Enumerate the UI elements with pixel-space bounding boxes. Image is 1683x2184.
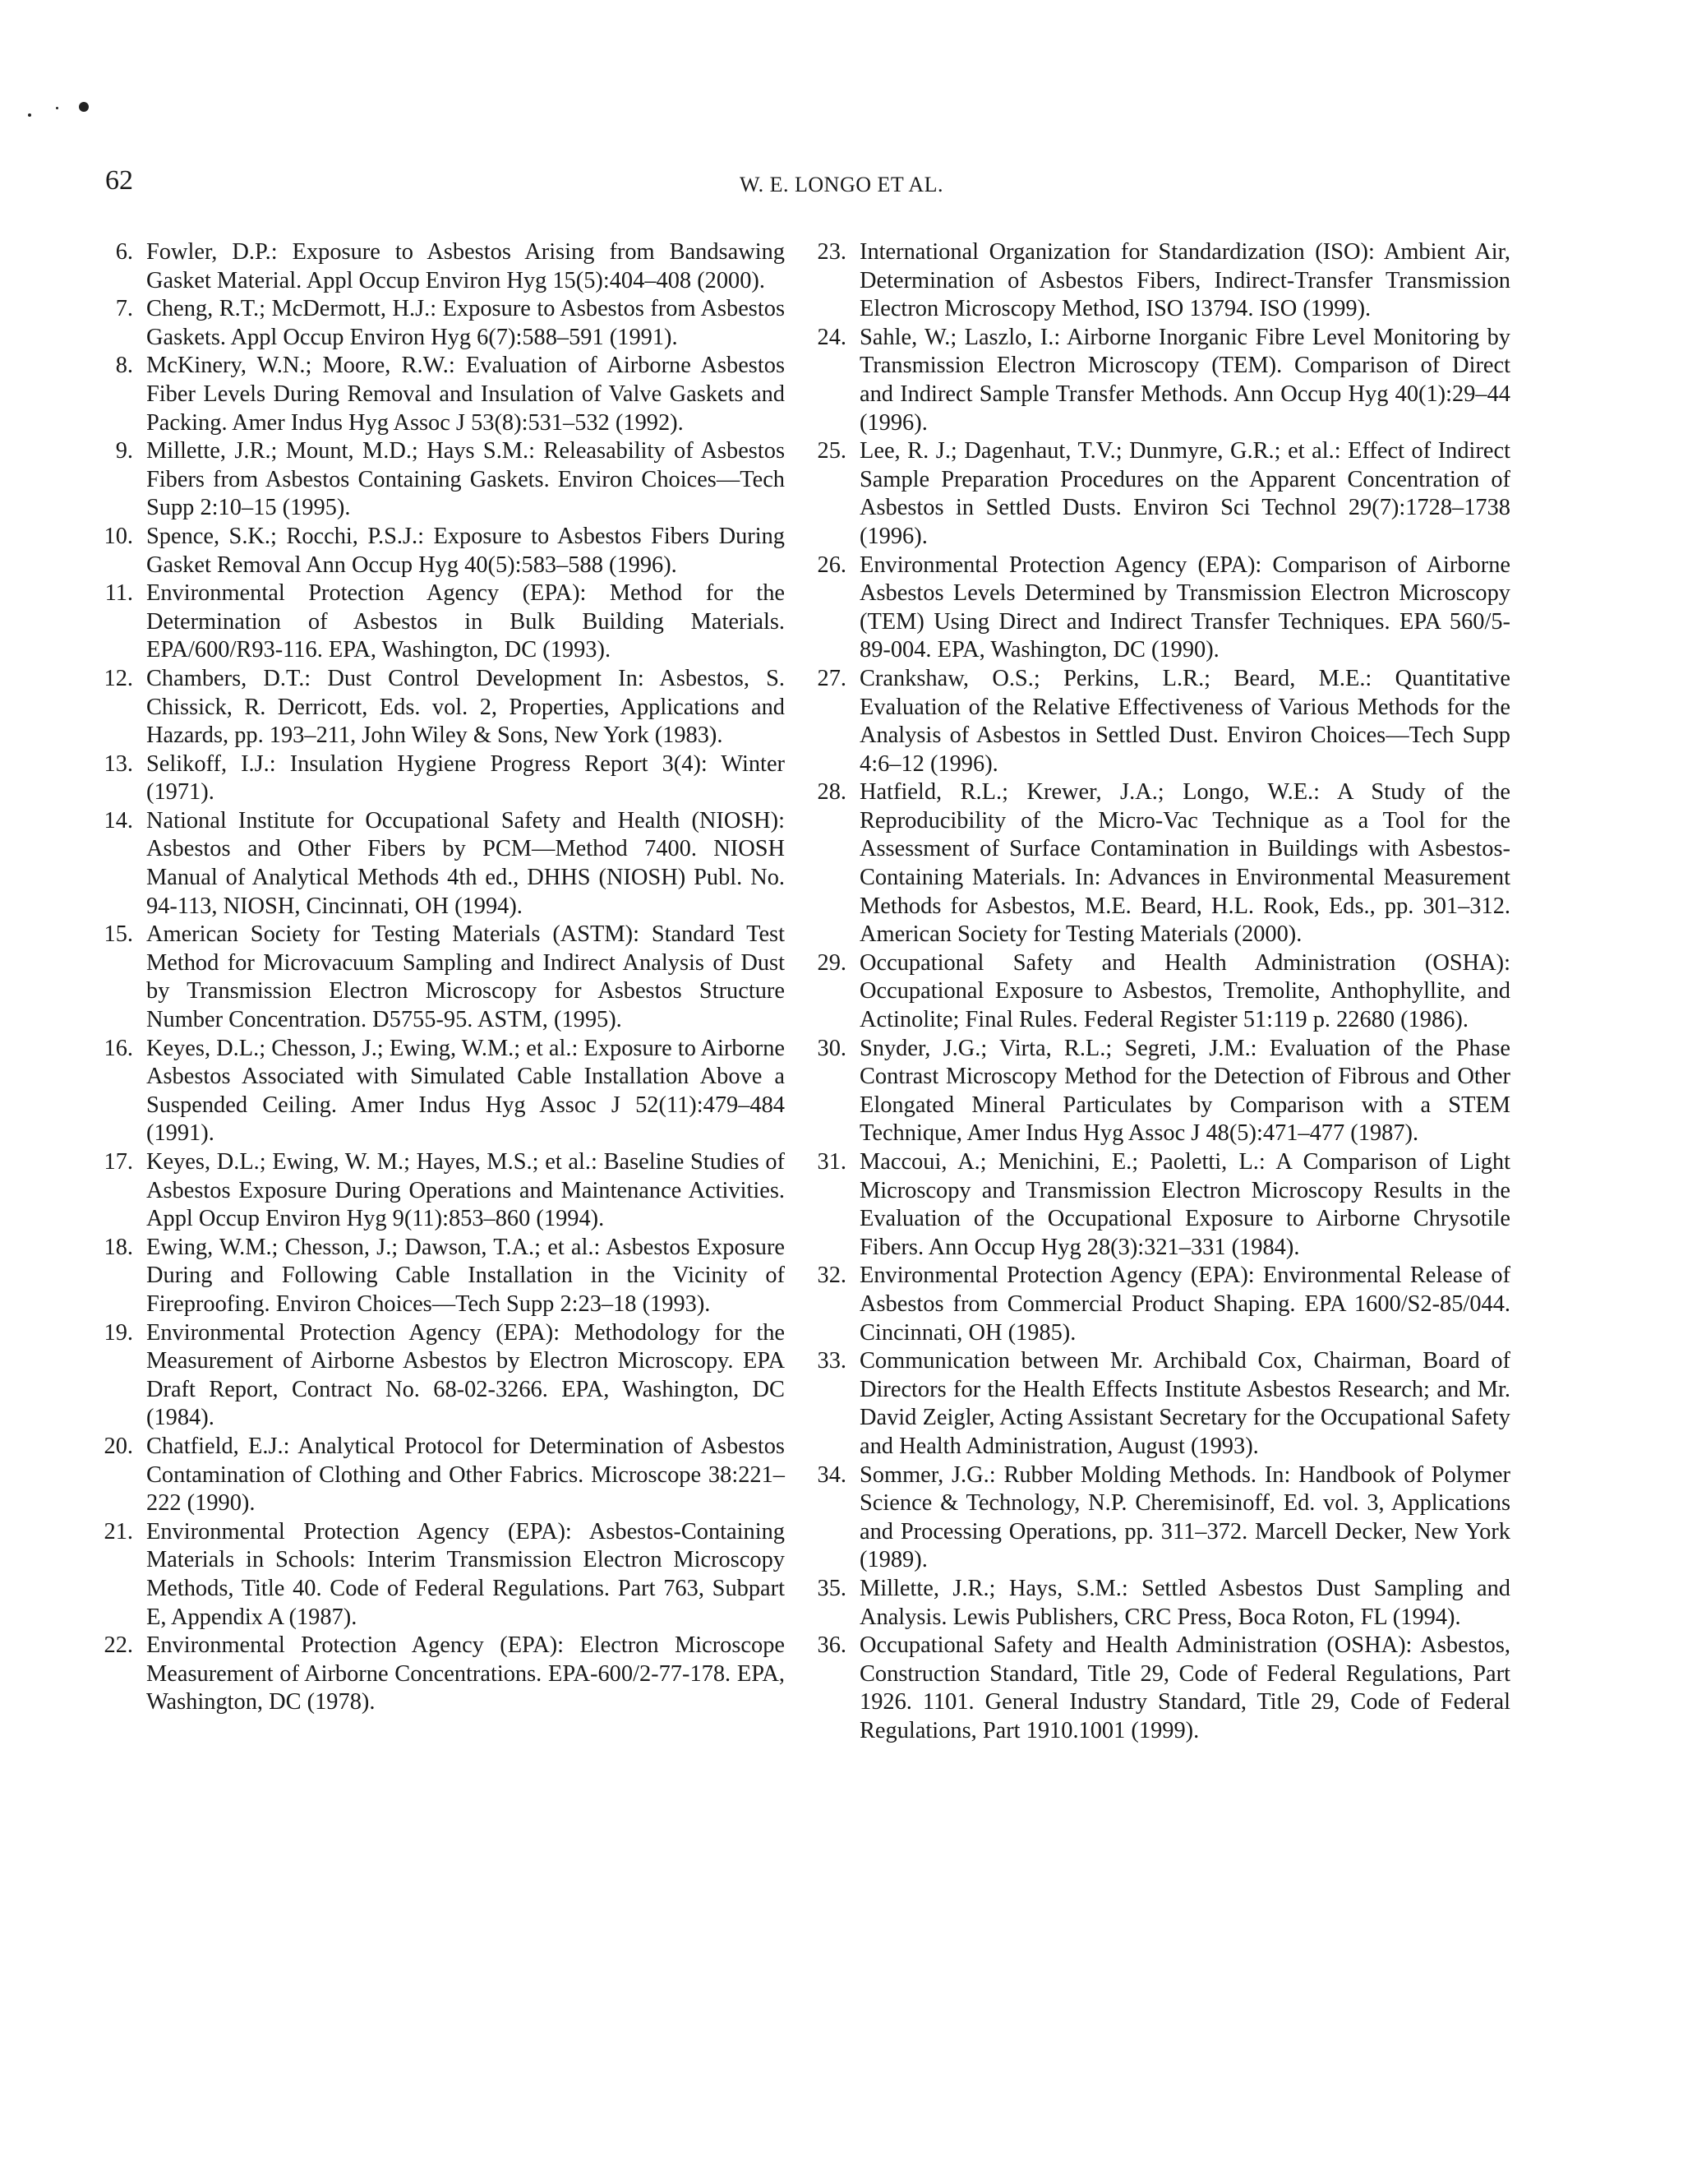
reference-entry — [817, 1035, 1510, 1148]
reference-text: Sommer, J.G.: Rubber Molding Methods. In: Handbook of Polymer Science & Technology, N.P. Cheremisinoff, Ed. vol. 3, Applications and Processing Operations, pp. 311–372. Marcell Decker, New York (1989). — [860, 1461, 1510, 1573]
reference-entry — [817, 1461, 1510, 1575]
reference-entry — [104, 1433, 785, 1518]
reference-entry — [104, 523, 785, 579]
scan-speck — [56, 107, 58, 109]
reference-text: Chatfield, E.J.: Analytical Protocol for Determination of Asbestos Contamination of Clothing and Other Fabrics. Microscope 38:221–222 (1990). — [146, 1433, 785, 1517]
reference-number: 19. — [104, 1319, 133, 1346]
reference-number: 22. — [104, 1632, 133, 1659]
reference-text: Environmental Protection Agency (EPA): Methodology for the Measurement of Airborne Asbestos by Electron Microscopy. EPA Draft Report, Contract No. 68-02-3266. EPA, Washington, DC (1984). — [146, 1319, 785, 1431]
reference-entry — [104, 665, 785, 750]
reference-number: 15. — [104, 921, 133, 948]
reference-number: 26. — [817, 552, 846, 578]
scan-speck — [79, 102, 89, 112]
reference-number: 6. — [115, 239, 133, 265]
reference-text: Snyder, J.G.; Virta, R.L.; Segreti, J.M.: Evaluation of the Phase Contrast Microscopy Method for the Detection of Fibrous and Other Elongated Mineral Particulates by Comparison with a STEM Technique, Amer Indus Hyg Assoc J 48(5):471–477 (1987). — [860, 1035, 1510, 1147]
reference-text: Selikoff, I.J.: Insulation Hygiene Progress Report 3(4): Winter (1971). — [146, 750, 785, 806]
reference-text: Environmental Protection Agency (EPA): Comparison of Airborne Asbestos Levels Determined by Transmission Electron Microscopy (TEM) Using Direct and Indirect Transfer Techniques. EPA 560/5-89-004. EPA, Washington, DC (1990). — [860, 552, 1510, 663]
reference-entry — [107, 238, 785, 295]
reference-number: 36. — [817, 1632, 846, 1659]
reference-entry — [104, 1148, 785, 1234]
reference-text: Environmental Protection Agency (EPA): Electron Microscope Measurement of Airborne Concentrations. EPA-600/2-77-178. EPA, Washington, DC (1978). — [146, 1632, 785, 1715]
reference-entry — [817, 1148, 1510, 1262]
reference-entry — [104, 1035, 785, 1148]
reference-entry — [817, 552, 1510, 665]
reference-number: 18. — [104, 1234, 133, 1260]
reference-text: Occupational Safety and Health Administration (OSHA): Asbestos, Construction Standard, Title 29, Code of Federal Regulations, Part 1926. 1101. General Industry Standard, Title 29, Code of Federal Regulations, Part 1910.1001 (1999). — [860, 1632, 1510, 1743]
reference-entry — [104, 1518, 785, 1632]
reference-text: Keyes, D.L.; Ewing, W. M.; Hayes, M.S.; et al.: Baseline Studies of Asbestos Exposure During Operations and Maintenance Activities. Appl Occup Environ Hyg 9(11):853–860 (1994). — [146, 1149, 785, 1232]
reference-text: International Organization for Standardization (ISO): Ambient Air, Determination of Asbestos Fibers, Indirect-Transfer Transmission Electron Microscopy Method, ISO 13794. ISO (1999). — [860, 239, 1510, 322]
reference-number: 31. — [817, 1149, 846, 1175]
reference-entry — [104, 1234, 785, 1319]
reference-number: 27. — [817, 665, 846, 691]
reference-number: 29. — [817, 949, 846, 976]
reference-text: Communication between Mr. Archibald Cox, Chairman, Board of Directors for the Health Effects Institute Asbestos Research; and Mr. David Zeigler, Acting Assistant Secretary for the Occupational Safety and Health Administration, August (1993). — [860, 1348, 1510, 1459]
reference-number: 9. — [115, 438, 133, 464]
reference-number: 23. — [817, 239, 846, 265]
reference-number: 25. — [817, 438, 846, 464]
reference-entry — [817, 1632, 1510, 1745]
reference-number: 8. — [115, 353, 133, 379]
reference-entry — [817, 1262, 1510, 1347]
reference-number: 30. — [817, 1035, 846, 1061]
scan-speck — [28, 113, 31, 117]
reference-text: Ewing, W.M.; Chesson, J.; Dawson, T.A.; et al.: Asbestos Exposure During and Following Cable Installation in the Vicinity of Fireproofing. Environ Choices—Tech Supp 2:23–18 (1993). — [146, 1234, 785, 1317]
reference-text: Maccoui, A.; Menichini, E.; Paoletti, L.: A Comparison of Light Microscopy and Transmission Electron Microscopy Results in the Evaluation of the Occupational Exposure to Airborne Chrysotile Fibers. Ann Occup Hyg 28(3):321–331 (1984). — [860, 1149, 1510, 1260]
reference-entry — [107, 352, 785, 437]
reference-number: 20. — [104, 1433, 133, 1459]
reference-text: Lee, R. J.; Dagenhaut, T.V.; Dunmyre, G.R.; et al.: Effect of Indirect Sample Preparation Procedures on the Apparent Concentration of Asbestos in Settled Dusts. Environ Sci Technol 29(7):1728–1738 (1996). — [860, 438, 1510, 549]
page-number: 62 — [105, 165, 133, 196]
reference-entry — [817, 1347, 1510, 1461]
reference-entry — [104, 750, 785, 807]
reference-entry — [817, 1575, 1510, 1632]
reference-text: Millette, J.R.; Mount, M.D.; Hays S.M.: Releasability of Asbestos Fibers from Asbestos Containing Gaskets. Environ Choices—Tech Supp 2:10–15 (1995). — [146, 438, 785, 521]
running-head: W. E. LONGO ET AL. — [739, 173, 944, 196]
reference-entry — [817, 324, 1510, 437]
reference-text: Sahle, W.; Laszlo, I.: Airborne Inorganic Fibre Level Monitoring by Transmission Electron Microscopy (TEM). Comparison of Direct and Indirect Sample Transfer Methods. Ann Occup Hyg 40(1):29–44 (1996). — [860, 324, 1510, 436]
reference-text: Millette, J.R.; Hays, S.M.: Settled Asbestos Dust Sampling and Analysis. Lewis Publishers, CRC Press, Boca Roton, FL (1994). — [860, 1575, 1510, 1630]
reference-text: Cheng, R.T.; McDermott, H.J.: Exposure to Asbestos from Asbestos Gaskets. Appl Occup Environ Hyg 6(7):588–591 (1991). — [146, 296, 785, 350]
reference-number: 16. — [104, 1035, 133, 1061]
reference-number: 10. — [104, 523, 133, 549]
reference-entry — [104, 1632, 785, 1717]
reference-entry — [107, 437, 785, 523]
reference-entry — [817, 949, 1510, 1035]
reference-number: 28. — [817, 779, 846, 806]
reference-text: Spence, S.K.; Rocchi, P.S.J.: Exposure to Asbestos Fibers During Gasket Removal Ann Occup Hyg 40(5):583–588 (1996). — [146, 523, 785, 578]
reference-text: Crankshaw, O.S.; Perkins, L.R.; Beard, M.E.: Quantitative Evaluation of the Relative Effectiveness of Various Methods for the Analysis of Asbestos in Settled Dust. Environ Choices—Tech Supp 4:6–12 (1996). — [860, 665, 1510, 777]
reference-text: Environmental Protection Agency (EPA): Method for the Determination of Asbestos in Bulk Building Materials. EPA/600/R93-116. EPA, Washington, DC (1993). — [146, 580, 785, 663]
reference-entry — [817, 437, 1510, 551]
reference-number: 24. — [817, 324, 846, 350]
reference-text: American Society for Testing Materials (ASTM): Standard Test Method for Microvacuum Sampling and Indirect Analysis of Dust by Transmission Electron Microscopy for Asbestos Structure Number Concentration. D5755-95. ASTM, (1995). — [146, 921, 785, 1033]
reference-entry — [817, 238, 1510, 324]
reference-entry — [104, 807, 785, 921]
reference-entry — [104, 1319, 785, 1433]
reference-entry — [817, 778, 1510, 949]
reference-number: 32. — [817, 1263, 846, 1289]
reference-number: 35. — [817, 1575, 846, 1601]
reference-text: Keyes, D.L.; Chesson, J.; Ewing, W.M.; et al.: Exposure to Airborne Asbestos Associated with Simulated Cable Installation Above a Suspended Ceiling. Amer Indus Hyg Assoc J 52(11):479–484 (1991). — [146, 1035, 785, 1147]
reference-text: Environmental Protection Agency (EPA): Asbestos-Containing Materials in Schools: Interim Transmission Electron Microscopy Methods, Title 40. Code of Federal Regulations. Part 763, Subpart E, Appendix A (1987). — [146, 1518, 785, 1630]
reference-number: 34. — [817, 1461, 846, 1488]
reference-number: 7. — [115, 296, 133, 322]
reference-text: National Institute for Occupational Safety and Health (NIOSH): Asbestos and Other Fibers by PCM—Method 7400. NIOSH Manual of Analytical Methods 4th ed., DHHS (NIOSH) Publ. No. 94-113, NIOSH, Cincinnati, OH (1994). — [146, 807, 785, 919]
reference-text: McKinery, W.N.; Moore, R.W.: Evaluation of Airborne Asbestos Fiber Levels During Removal and Insulation of Valve Gaskets and Packing. Amer Indus Hyg Assoc J 53(8):531–532 (1992). — [146, 353, 785, 436]
reference-entry — [817, 665, 1510, 778]
reference-entry — [104, 921, 785, 1034]
reference-entry — [104, 579, 785, 665]
reference-text: Fowler, D.P.: Exposure to Asbestos Arising from Bandsawing Gasket Material. Appl Occup Environ Hyg 15(5):404–408 (2000). — [146, 239, 785, 293]
references-right-column — [817, 238, 1510, 1745]
reference-number: 11. — [104, 580, 133, 607]
reference-text: Hatfield, R.L.; Krewer, J.A.; Longo, W.E.: A Study of the Reproducibility of the Micro-Vac Technique as a Tool for the Assessment of Surface Contamination in Buildings with Asbestos-Containing Materials. In: Advances in Environmental Measurement Methods for Asbestos, M.E. Beard, H.L. Rook, Eds., pp. 301–312. American Society for Testing Materials (2000). — [860, 779, 1510, 948]
reference-number: 13. — [104, 750, 133, 777]
reference-number: 33. — [817, 1348, 846, 1374]
reference-number: 14. — [104, 807, 133, 833]
reference-text: Chambers, D.T.: Dust Control Development In: Asbestos, S. Chissick, R. Derricott, Eds. vol. 2, Properties, Applications and Hazards, pp. 193–211, John Wiley & Sons, New York (1983). — [146, 665, 785, 749]
reference-text: Environmental Protection Agency (EPA): Environmental Release of Asbestos from Commercial Product Shaping. EPA 1600/S2-85/044. Cincinnati, OH (1985). — [860, 1263, 1510, 1346]
reference-number: 21. — [104, 1518, 133, 1544]
reference-number: 17. — [104, 1149, 133, 1175]
reference-number: 12. — [104, 665, 133, 691]
reference-entry — [107, 295, 785, 352]
references-left-column — [104, 238, 785, 1717]
reference-text: Occupational Safety and Health Administration (OSHA): Occupational Exposure to Asbestos, Tremolite, Anthophyllite, and Actinolite; Final Rules. Federal Register 51:119 p. 22680 (1986). — [860, 949, 1510, 1033]
